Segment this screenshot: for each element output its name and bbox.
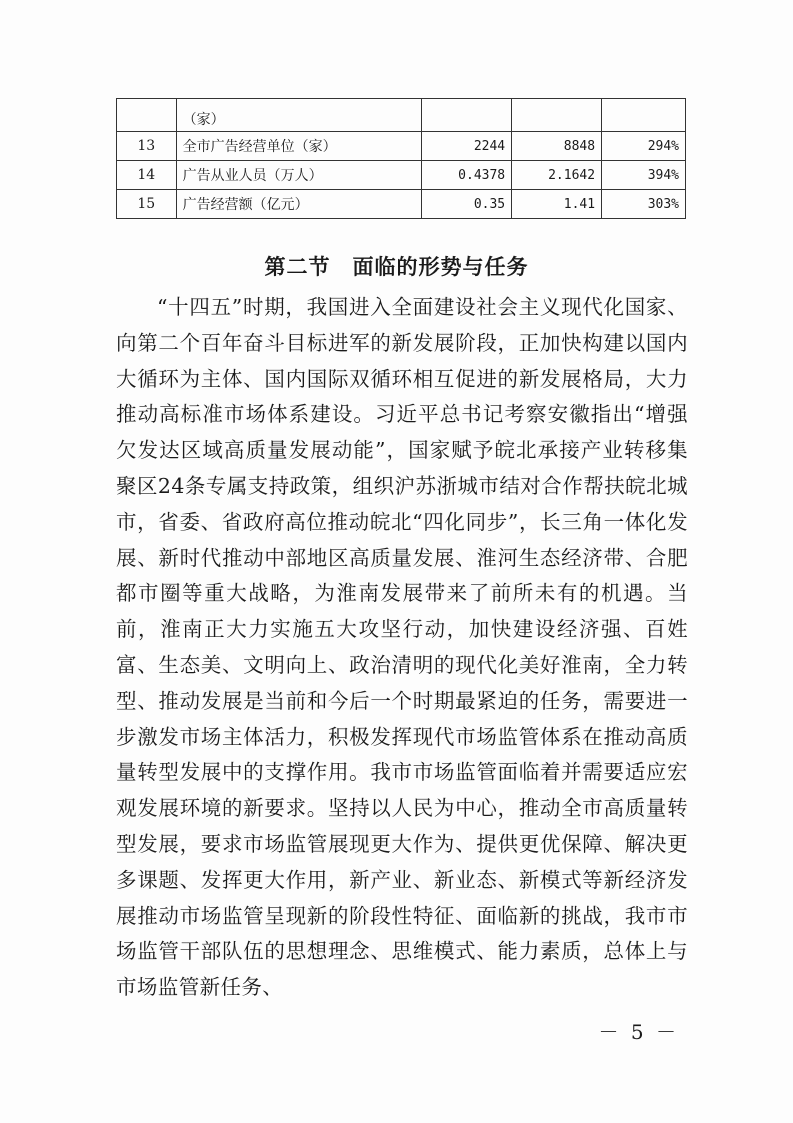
row-number-cell (117, 99, 177, 132)
statistics-table-body (117, 99, 686, 219)
indicator-name-cell: 广告从业人员（万人） (176, 161, 422, 190)
growth-rate-cell: 394% (602, 161, 686, 190)
base-value-cell: 0.35 (422, 190, 512, 219)
row-number-cell: 15 (117, 190, 177, 219)
current-value-cell (512, 99, 602, 132)
statistics-table (116, 98, 686, 219)
current-value-cell: 8848 (512, 132, 602, 161)
base-value-cell: 0.4378 (422, 161, 512, 190)
growth-rate-cell: 303% (602, 190, 686, 219)
section-heading: 第二节 面临的形势与任务 (264, 255, 529, 279)
table-row (117, 190, 686, 219)
row-number-cell: 13 (117, 132, 177, 161)
table-row (117, 99, 686, 132)
table-row (117, 161, 686, 190)
indicator-name-cell: 广告经营额（亿元） (176, 190, 422, 219)
base-value-cell: 2244 (422, 132, 512, 161)
growth-rate-cell (602, 99, 686, 132)
page-number: － 5 － (598, 1020, 679, 1044)
current-value-cell: 2.1642 (512, 161, 602, 190)
indicator-name-cell: 全市广告经营单位（家） (176, 132, 422, 161)
base-value-cell (422, 99, 512, 132)
indicator-name-cell: （家） (176, 99, 422, 132)
table-row (117, 132, 686, 161)
row-number-cell: 14 (117, 161, 177, 190)
current-value-cell: 1.41 (512, 190, 602, 219)
body-paragraph: “十四五”时期，我国进入全面建设社会主义现代化国家、向第二个百年奋斗目标进军的新发展阶段，正加快构建以国内大循环为主体、国内国际双循环相互促进的新发展格局，大力推动高标准市场体系建设。习近平总书记考察安徽指出“增强欠发达区域高质量发展动能”，国家赋予皖北承接产业转移集聚区24条专属支持政策，组织沪苏浙城市结对合作帮扶皖北城市，省委、省政府高位推动皖北“四化同步”，长三角一体化发展、新时代推动中部地区高质量发展、淮河生态经济带、合肥都市圈等重大战略，为淮南发展带来了前所未有的机遇。当前，淮南正大力实施五大攻坚行动，加快建设经济强、百姓富、生态美、文明向上、政治清明的现代化美好淮南，全力转型、推动发展是当前和今后一个时期最紧迫的任务，需要进一步激发市场主体活力，积极发挥现代市场监管体系在推动高质量转型发展中的支撑作用。我市市场监管面临着并需要适应宏观发展环境的新要求。坚持以人民为中心，推动全市高质量转型发展，要求市场监管展现更大作为、提供更优保障、解决更多课题、发挥更大作用，新产业、新业态、新模式等新经济发展推动市场监管呈现新的阶段性特征、面临新的挑战，我市市场监管干部队伍的思想理念、思维模式、能力素质，总体上与市场监管新任务、 (116, 295, 688, 1000)
growth-rate-cell: 294% (602, 132, 686, 161)
